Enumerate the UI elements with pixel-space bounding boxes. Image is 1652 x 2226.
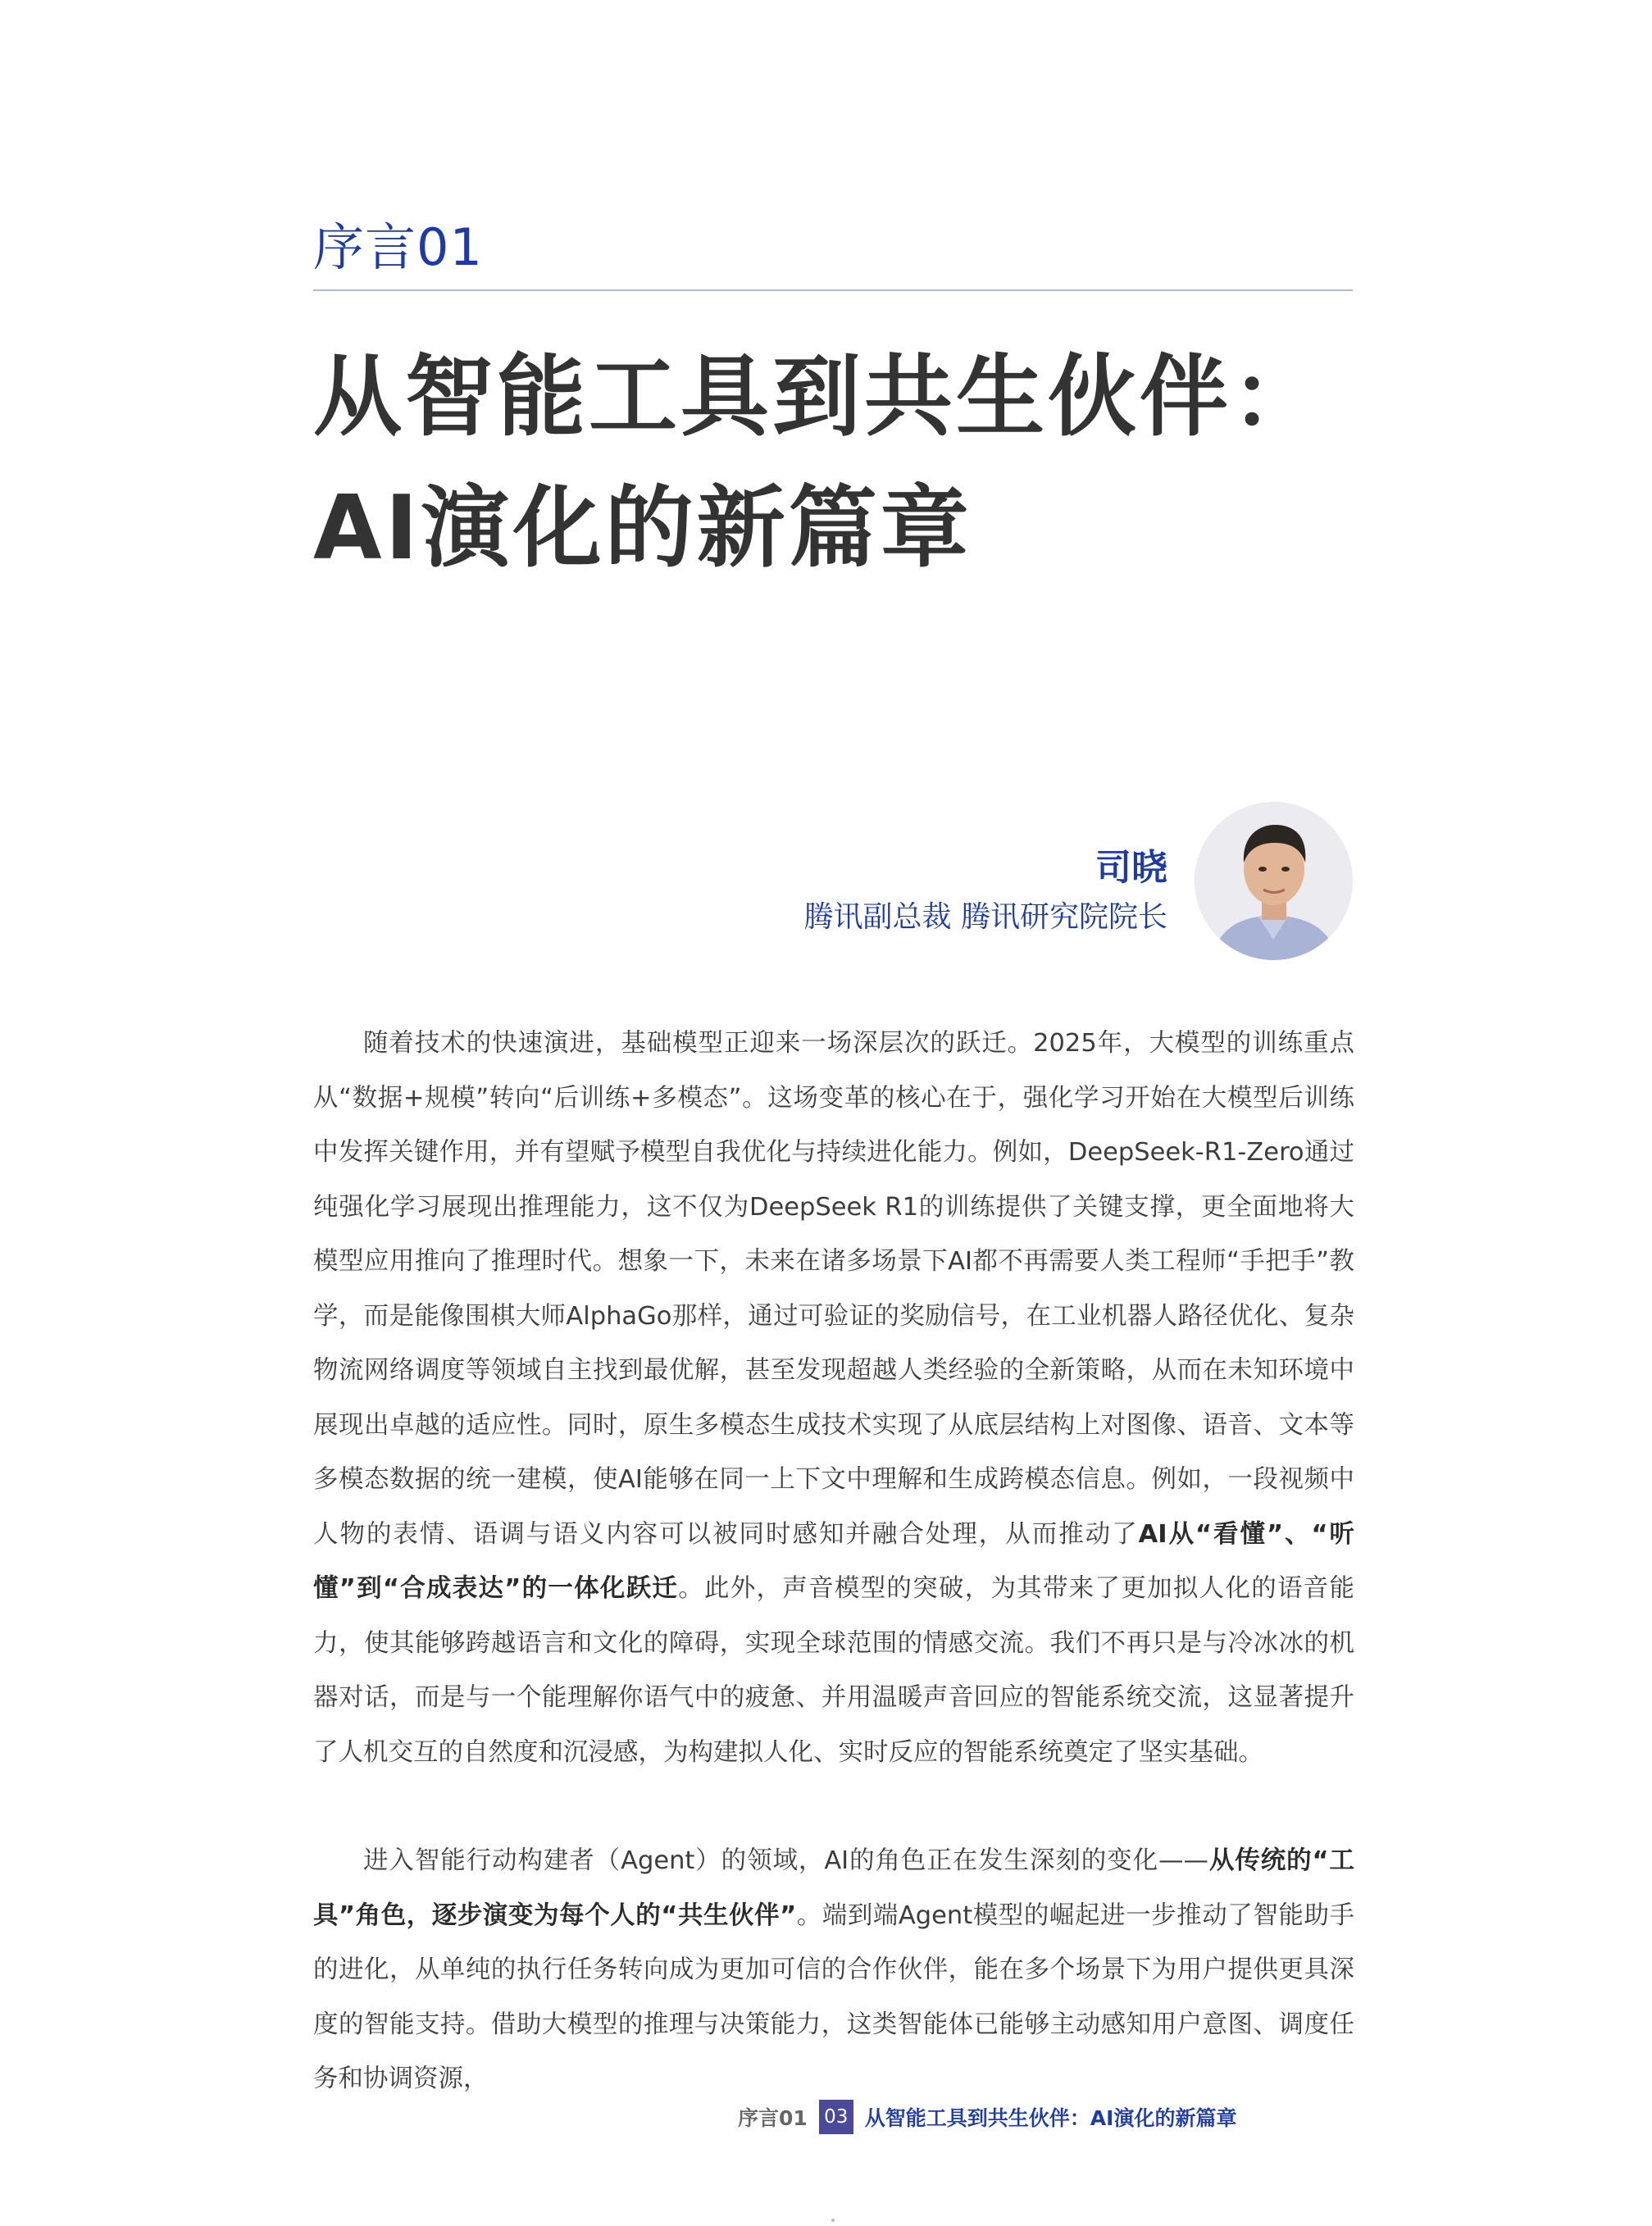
body-text [313,1017,1354,2107]
footer-title: 从智能工具到共生伙伴：AI演化的新篇章 [864,2106,1237,2130]
section-label: 序言01 [313,217,483,277]
author-role: 腾讯副总裁 腾讯研究院院长 [803,900,1167,934]
paragraph-2 [313,1834,1354,2107]
title-line-1: 从智能工具到共生伙伴： [313,346,1324,448]
page-footer [738,2099,1236,2135]
paragraph-1 [313,1017,1354,1780]
paragraph-1-emphasis: AI从“看懂”、“听懂”到“合成表达”的一体化跃迁 [313,1519,1355,1603]
paragraph-2-text-b: 。端到端Agent模型的崛起进一步推动了智能助手的进化，从单纯的执行任务转向成为更加可信的合作伙伴，能在多个场景下为用户提供更具深度的智能支持。借助大模型的推理与决策能力，这类智能体已能够主动感知用户意图、调度任务和协调资源， [313,1901,1354,2093]
footer-section-label: 序言01 [738,2106,808,2130]
page-title [313,332,1379,594]
author-portrait-graphic [1195,802,1353,960]
paragraph-1-text-b: 。此外，声音模型的突破，为其带来了更加拟人化的语音能力，使其能够跨越语言和文化的障碍，实现全球范围的情感交流。我们不再只是与冷冰冰的机器对话，而是与一个能理解你语气中的疲惫、并用温暖声音回应的智能系统交流，这显著提升了人机交互的自然度和沉浸感，为构建拟人化、实时反应的智能系统奠定了坚实基础。 [313,1574,1355,1767]
author-name: 司晓 [1095,847,1167,889]
bottom-dot [831,2219,835,2222]
paragraph-2-text-a: 进入智能行动构建者（Agent）的领域，AI的角色正在发生深刻的变化—— [363,1846,1208,1875]
title-line-2: AI演化的新篇章 [313,477,972,580]
header-divider [313,289,1353,291]
paragraph-2-emphasis: 从传统的“工具”角色，逐步演变为每个人的“共生伙伴” [313,1846,1354,1930]
page-number-badge: 03 [819,2100,853,2134]
paragraph-1-text-a: 随着技术的快速演进，基础模型正迎来一场深层次的跃迁。2025年，大模型的训练重点从“数据+规模”转向“后训练+多模态”。这场变革的核心在于，强化学习开始在大模型后训练中发挥关键作用，并有望赋予模型自我优化与持续进化能力。例如，DeepSeek-R1-Zero通过纯强化学习展现出推理能力，这不仅为DeepSeek R1的训练提供了关键支撑，更全面地将大模型应用推向了推理时代。想象一下，未来在诸多场景下AI都不再需要人类工程师“手把手”教学，而是能像围棋大师AlphaGo那样，通过可验证的奖励信号，在工业机器人路径优化、复杂物流网络调度等领域自主找到最优解，甚至发现超越人类经验的全新策略，从而在未知环境中展现出卓越的适应性。同时，原生多模态生成技术实现了从底层结构上对图像、语音、文本等多模态数据的统一建模，使AI能够在同一上下文中理解和生成跨模态信息。例如，一段视频中人物的表情、语调与语义内容可以被同时感知并融合处理，从而推动了 [313,1029,1354,1549]
author-portrait-icon [1195,802,1353,960]
